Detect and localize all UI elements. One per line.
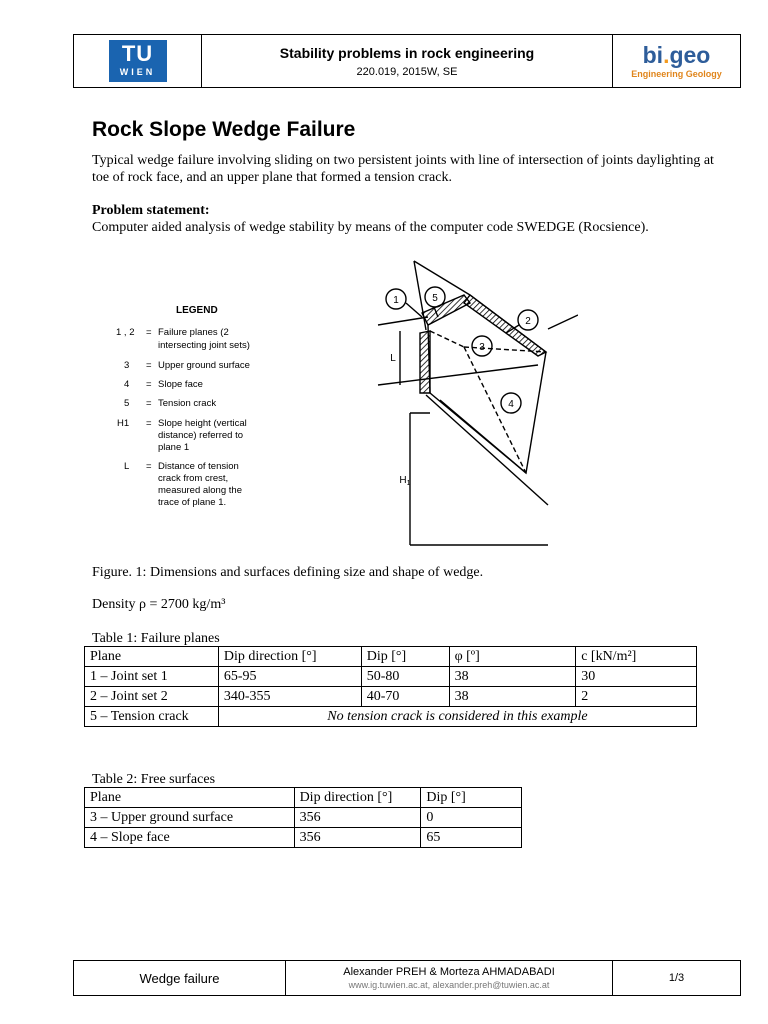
legend-desc-height-1: Slope height (vertical <box>158 418 247 429</box>
table-row <box>85 667 697 687</box>
table-cell: 2 <box>576 687 697 707</box>
logo-brand-b: geo <box>669 42 711 68</box>
legend-desc-height-3: plane 1 <box>158 442 190 453</box>
callout-3: 3 <box>479 342 485 353</box>
extension-line-3 <box>548 315 578 329</box>
wedge-dashed-left <box>430 331 464 347</box>
free-surfaces-table <box>84 787 522 848</box>
header-subtitle: 220.019, 2015W, SE <box>356 65 458 78</box>
header-title-cell <box>202 35 613 87</box>
table-cell: 38 <box>449 667 576 687</box>
legend-key-height: H1 <box>117 418 130 429</box>
problem-statement-heading: Problem statement: <box>92 203 210 218</box>
table-cell: 340-355 <box>218 687 361 707</box>
table-cell: 0 <box>421 808 522 828</box>
wedge-figure <box>108 255 578 555</box>
legend-eq: = <box>146 418 152 429</box>
callout-4: 4 <box>508 399 514 410</box>
table-header-cell: Plane <box>85 647 219 667</box>
table-header-cell: Dip [°] <box>361 647 449 667</box>
extension-line-1 <box>378 365 538 385</box>
legend-desc-distance-1: Distance of tension <box>158 461 239 472</box>
table-cell: 40-70 <box>361 687 449 707</box>
table-header-cell: Plane <box>85 788 295 808</box>
header-right-logo-cell <box>613 35 740 87</box>
table-cell: 65 <box>421 828 522 848</box>
legend-desc-height-2: distance) referred to <box>158 430 244 441</box>
table-header-cell: Dip direction [°] <box>218 647 361 667</box>
tension-crack-band-right <box>464 295 546 356</box>
legend-key-tension: 5 <box>124 398 130 409</box>
callout-1: 1 <box>393 295 399 306</box>
table-header-row <box>85 788 522 808</box>
footer-page-number: 1/3 <box>668 972 685 984</box>
dim-H-label: $H_1$ <box>399 475 411 487</box>
footer-website: www.ig.tuwien.ac.at, alexander.preh@tuwien.ac.at <box>348 980 550 990</box>
table-cell: 1 – Joint set 1 <box>85 667 219 687</box>
legend-desc-distance-4: trace of plane 1. <box>158 497 227 508</box>
legend-desc-slope: Slope face <box>158 379 203 390</box>
tu-wien-logo <box>109 40 167 82</box>
table-header-cell: Dip [°] <box>421 788 522 808</box>
callout-5: 5 <box>432 293 438 304</box>
footer-section-title: Wedge failure <box>74 961 286 995</box>
logo-brand-dot: . <box>663 42 670 68</box>
logo-wien-text: WIEN <box>119 67 156 77</box>
legend-desc-planes-1: Failure planes (2 <box>158 327 229 338</box>
table-cell: 30 <box>576 667 697 687</box>
wedge-diagram <box>108 255 578 555</box>
header-left-logo-cell <box>74 35 202 87</box>
callout-2: 2 <box>525 316 531 327</box>
legend-eq: = <box>146 379 152 390</box>
logo-tagline: Engineering Geology <box>631 69 722 79</box>
figure-caption: Figure. 1: Dimensions and surfaces defining size and shape of wedge. <box>92 565 484 580</box>
table-cell: 356 <box>294 828 421 848</box>
line-of-intersection <box>464 347 526 473</box>
table-header-cell: c [kN/m²] <box>576 647 697 667</box>
tension-crack-band-left <box>422 295 470 325</box>
legend-desc-distance-3: measured along the <box>158 485 242 496</box>
legend-desc-distance-2: crack from crest, <box>158 473 229 484</box>
legend-eq: = <box>146 327 152 338</box>
callout-leader-1 <box>406 303 422 317</box>
table-cell: 3 – Upper ground surface <box>85 808 295 828</box>
legend-title: LEGEND <box>176 305 218 316</box>
header-title: Stability problems in rock engineering <box>279 44 535 61</box>
legend-eq: = <box>146 360 152 371</box>
legend-key-upper: 3 <box>124 360 130 371</box>
extension-line-2 <box>378 317 428 325</box>
logo-tu-text: TU <box>121 41 154 66</box>
page-footer <box>73 960 741 996</box>
bigeo-logo <box>631 43 722 79</box>
table-cell: 4 – Slope face <box>85 828 295 848</box>
intro-paragraph: Typical wedge failure involving sliding on two persistent joints with line of intersection of joints daylighting at toe of rock face, and an upper plane that formed a tension crack. <box>92 153 714 185</box>
table-header-row <box>85 647 697 667</box>
table-cell: 2 – Joint set 2 <box>85 687 219 707</box>
table-header-cell: φ [º] <box>449 647 576 667</box>
table-row <box>85 687 697 707</box>
table-header-cell: Dip direction [°] <box>294 788 421 808</box>
legend-eq: = <box>146 398 152 409</box>
legend-desc-tension: Tension crack <box>158 398 217 409</box>
table-row <box>85 828 522 848</box>
legend-key-slope: 4 <box>124 379 130 390</box>
legend <box>116 305 250 508</box>
legend-key-planes: 1 , 2 <box>116 327 135 338</box>
legend-key-distance: L <box>124 461 130 472</box>
failure-planes-table <box>84 646 697 727</box>
table-note-cell: No tension crack is considered in this example <box>218 707 696 727</box>
table-row <box>85 707 697 727</box>
wedge-labels <box>390 293 531 487</box>
table-row <box>85 808 522 828</box>
density-text: Density ρ = 2700 kg/m³ <box>92 597 226 612</box>
logo-brand-a: bi <box>642 42 664 68</box>
legend-desc-planes-2: intersecting joint sets) <box>158 340 250 351</box>
table-cell: 356 <box>294 808 421 828</box>
page-header <box>73 34 741 88</box>
legend-eq: = <box>146 461 152 472</box>
table-cell: 50-80 <box>361 667 449 687</box>
table2-caption: Table 2: Free surfaces <box>92 772 216 787</box>
wedge-drawing <box>378 261 578 545</box>
table1-caption: Table 1: Failure planes <box>92 631 220 646</box>
table-cell: 5 – Tension crack <box>85 707 219 727</box>
footer-authors: Alexander PREH & Morteza AHMADABADI <box>343 966 555 978</box>
document-title: Rock Slope Wedge Failure <box>92 118 356 141</box>
footer-authors-cell <box>286 961 613 995</box>
table-cell: 38 <box>449 687 576 707</box>
dim-L-label: L <box>390 353 396 364</box>
problem-statement-text: Computer aided analysis of wedge stability by means of the computer code SWEDGE (Rocsience). <box>92 220 649 235</box>
table-cell: 65-95 <box>218 667 361 687</box>
legend-desc-upper: Upper ground surface <box>158 360 250 371</box>
